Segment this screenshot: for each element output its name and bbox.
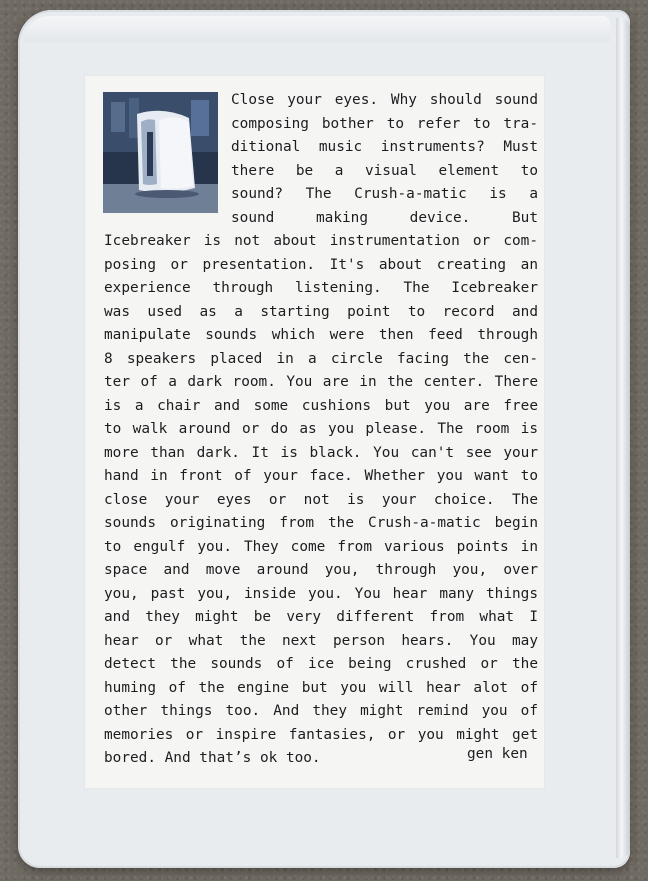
text-line: sound? The Crush-a-matic is a xyxy=(231,186,538,202)
text-line: composing bother to refer to tra- xyxy=(231,115,538,132)
text-line: sounds originating from the Crush-a-matic begin xyxy=(104,515,538,531)
text-line: 8 speakers placed in a circle facing the cen- xyxy=(104,350,538,367)
case-edge xyxy=(616,18,630,858)
text-line: ter of a dark room. You are in the center. There xyxy=(104,374,538,390)
text-line: there be a visual element to xyxy=(231,162,538,179)
text-line: to walk around or do as you please. The room is xyxy=(104,421,538,437)
text-line: memories or inspire fantasies, or you might get xyxy=(104,726,538,743)
text-line: hand in front of your face. Whether you want to xyxy=(104,468,538,484)
text-line: sound making device. But xyxy=(231,209,538,226)
signature: gen ken xyxy=(467,746,528,762)
text-line: manipulate sounds which were then feed through xyxy=(104,327,538,343)
text-line: close your eyes or not is your choice. The xyxy=(104,491,538,508)
case-spine xyxy=(24,16,610,42)
text-line: other things too. And they might remind you of xyxy=(104,703,538,719)
text-line: ditional music instruments? Must xyxy=(231,139,538,155)
text-line: more than dark. It is black. You can't see your xyxy=(104,444,538,461)
text-line: to engulf you. They come from various points in xyxy=(104,538,538,555)
text-line: is a chair and some cushions but you are free xyxy=(104,397,538,414)
text-line: huming of the engine but you will hear alot of xyxy=(104,679,538,696)
text-line: and they might be very different from what I xyxy=(104,609,538,625)
text-line: you, past you, inside you. You hear many things xyxy=(104,585,538,602)
text-line: detect the sounds of ice being crushed or the xyxy=(104,656,538,672)
text-line: Icebreaker is not about instrumentation or com- xyxy=(104,233,538,249)
text-line: Close your eyes. Why should sound xyxy=(231,92,538,108)
text-line: was used as a starting point to record and xyxy=(104,303,538,320)
text-line: experience through listening. The Icebreaker xyxy=(104,280,538,296)
text-line-last: bored. And that’s ok too. xyxy=(104,750,321,766)
liner-notes-text xyxy=(104,89,538,771)
text-line: posing or presentation. It's about creating an xyxy=(104,256,538,273)
text-line: hear or what the next person hears. You may xyxy=(104,632,538,649)
text-line: space and move around you, through you, over xyxy=(104,562,538,578)
